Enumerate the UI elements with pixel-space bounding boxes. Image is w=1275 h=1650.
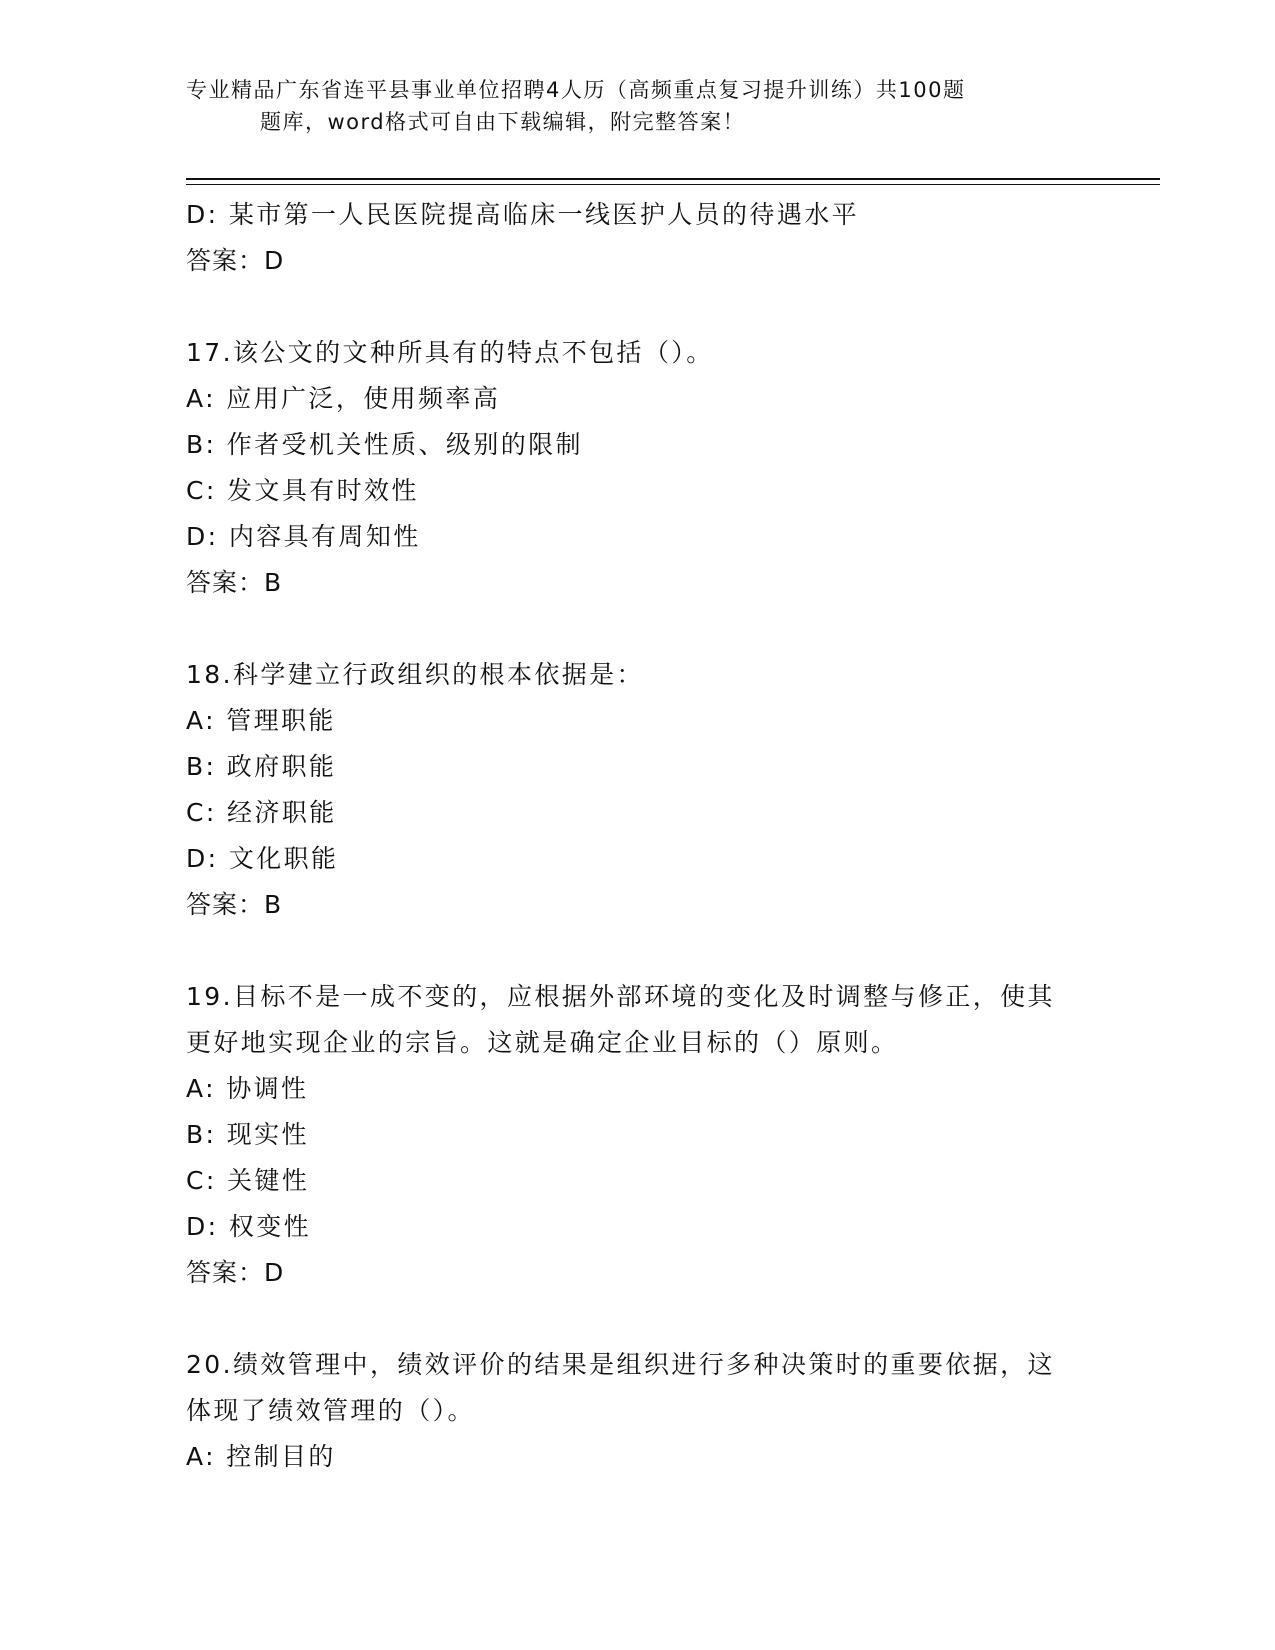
- document-header: [186, 74, 1086, 138]
- option-text: D: 文化职能: [186, 844, 339, 873]
- header-divider-thick: [186, 178, 1160, 180]
- option-text: B: 政府职能: [186, 752, 337, 781]
- answer-text: 答案：D: [186, 1258, 285, 1287]
- option-text: A: 控制目的: [186, 1442, 336, 1471]
- question-stem: 19.目标不是一成不变的，应根据外部环境的变化及时调整与修正，使其更好地实现企业的宗旨。这就是确定企业目标的（）原则。: [186, 982, 1055, 1057]
- question-stem: 17.该公文的文种所具有的特点不包括（）。: [186, 338, 714, 367]
- option-text: C: 发文具有时效性: [186, 476, 419, 505]
- question-block-19: [186, 974, 1086, 1296]
- header-divider-thin: [186, 184, 1160, 185]
- option-text: B: 作者受机关性质、级别的限制: [186, 430, 583, 459]
- header-line-2: 题库，word格式可自由下载编辑，附完整答案！: [260, 110, 746, 134]
- option-text: C: 经济职能: [186, 798, 337, 827]
- option-text: C: 关键性: [186, 1166, 310, 1195]
- option-text: A: 管理职能: [186, 706, 336, 735]
- question-stem: 18.科学建立行政组织的根本依据是：: [186, 660, 644, 689]
- document-body: [186, 192, 1086, 1480]
- option-text: D: 内容具有周知性: [186, 522, 421, 551]
- answer-text: 答案：B: [186, 890, 283, 919]
- question-block-20: [186, 1342, 1086, 1480]
- question-stem: 20.绩效管理中，绩效评价的结果是组织进行多种决策时的重要依据，这体现了绩效管理的（）。: [186, 1350, 1055, 1425]
- option-text: A: 应用广泛，使用频率高: [186, 384, 501, 413]
- option-text: B: 现实性: [186, 1120, 309, 1149]
- option-text: D: 某市第一人民医院提高临床一线医护人员的待遇水平: [186, 200, 860, 229]
- option-text: A: 协调性: [186, 1074, 309, 1103]
- question-block-17: [186, 330, 1086, 606]
- question-block-18: [186, 652, 1086, 928]
- header-line-1: 专业精品广东省连平县事业单位招聘4人历（高频重点复习提升训练）共100题: [186, 78, 966, 102]
- option-text: D: 权变性: [186, 1212, 312, 1241]
- answer-text: 答案：B: [186, 568, 283, 597]
- answer-text: 答案：D: [186, 246, 285, 275]
